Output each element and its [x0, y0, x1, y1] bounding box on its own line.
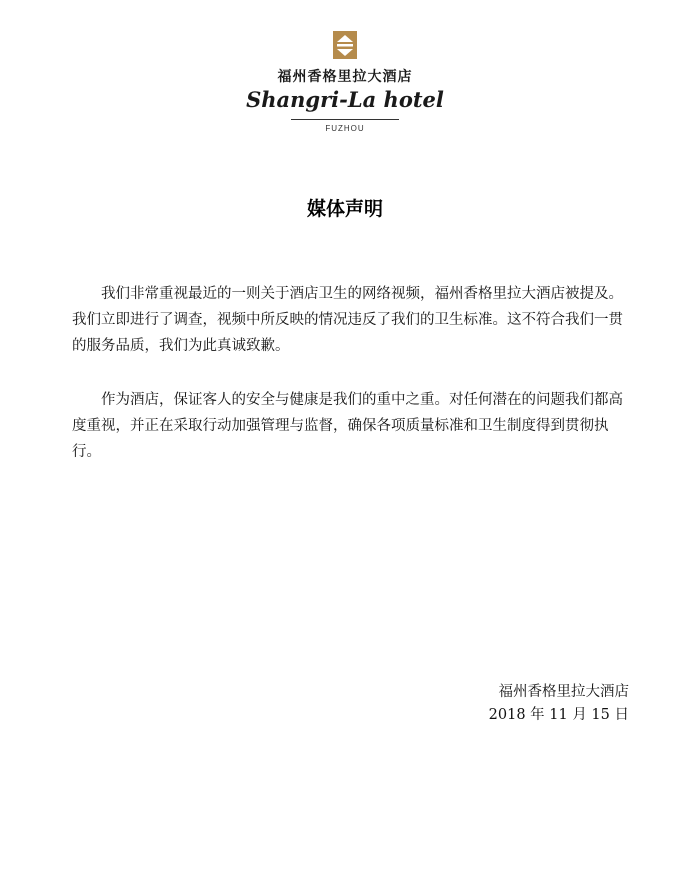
document-title: 媒体声明 — [306, 198, 383, 220]
statement-date: 2018 年 11 月 15 日 — [488, 707, 629, 723]
shangri-la-emblem-icon — [332, 30, 358, 60]
hotel-name-chinese: 福州香格里拉大酒店 — [277, 69, 413, 85]
signature-name: 福州香格里拉大酒店 — [498, 684, 629, 700]
signoff-block — [489, 681, 629, 727]
logo-divider — [291, 119, 399, 120]
hotel-logo — [0, 30, 690, 133]
statement-paragraph-2: 作为酒店，保证客人的安全与健康是我们的重中之重。对任何潜在的问题我们都高度重视，并正在采取行动加强管理与监督，确保各项质量标准和卫生制度得到贯彻执行。 — [72, 392, 623, 460]
hotel-city: FUZHOU — [325, 124, 365, 133]
hotel-name-english: Shangri-La hotel — [246, 87, 444, 112]
statement-paragraph-1: 我们非常重视最近的一则关于酒店卫生的网络视频，福州香格里拉大酒店被提及。我们立即进行了调查，视频中所反映的情况违反了我们的卫生标准。这不符合我们一贯的服务品质，我们为此真诚致歉。 — [72, 286, 623, 354]
